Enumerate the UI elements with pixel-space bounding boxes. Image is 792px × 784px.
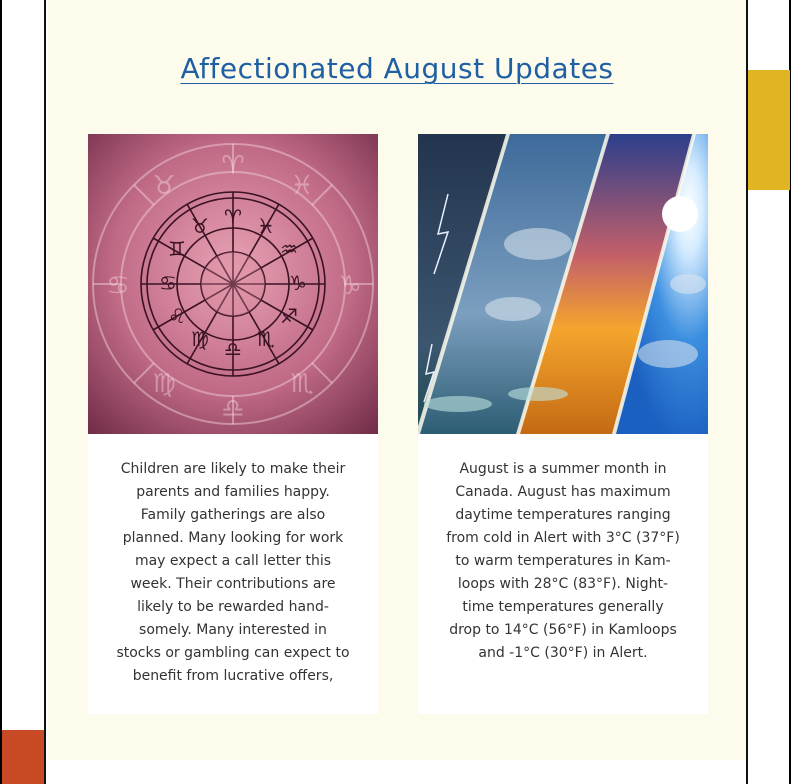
svg-text:♑: ♑ [289, 271, 307, 295]
svg-text:♏: ♏ [290, 369, 314, 399]
svg-text:♋: ♋ [106, 271, 130, 301]
svg-text:♓: ♓ [257, 214, 275, 238]
zodiac-wheel-image [88, 134, 378, 434]
svg-text:♓: ♓ [290, 171, 314, 201]
svg-text:♉: ♉ [191, 214, 209, 238]
svg-text:♎: ♎ [224, 337, 242, 361]
svg-text:♍: ♍ [152, 369, 176, 399]
svg-text:♐: ♐ [280, 304, 298, 328]
page-edge-left [0, 0, 2, 784]
svg-text:♋: ♋ [159, 271, 177, 295]
svg-text:♈: ♈ [221, 151, 245, 181]
weather-card [418, 134, 708, 714]
section-heading-link[interactable]: Affectionated August Updates [180, 52, 614, 85]
horoscope-text: Children are likely to make their parents and families happy. Family gatherings are also planned. Many looking for work may expect a call letter this week. Their contributions are likely to be rewarded hand-somely. Many interested in stocks or gambling can expect to benefit from lucrative offers, [116, 461, 350, 684]
svg-text:♑: ♑ [338, 271, 362, 301]
svg-text:♌: ♌ [168, 304, 186, 328]
weather-seasons-image [418, 134, 708, 434]
svg-text:♉: ♉ [152, 171, 176, 201]
svg-text:♏: ♏ [257, 327, 275, 351]
newsletter-page [44, 0, 748, 784]
svg-text:♊: ♊ [168, 237, 186, 261]
accent-bar-yellow [748, 70, 790, 190]
svg-text:♎: ♎ [221, 394, 245, 424]
svg-text:♍: ♍ [191, 327, 209, 351]
weather-text: August is a summer month in Canada. August has maximum daytime temperatures ranging from cold in Alert with 3°C (37°F) to warm temperatures in Kam-loops with 28°C (83°F). Night-time temperatures generally drop to 14°C (56°F) in Kamloops and -1°C (30°F) in Alert. [446, 461, 680, 661]
svg-text:♒: ♒ [280, 237, 298, 261]
horoscope-card [88, 134, 378, 714]
svg-text:♈: ♈ [224, 205, 242, 229]
accent-bar-orange [2, 730, 44, 784]
content-section [48, 0, 746, 760]
